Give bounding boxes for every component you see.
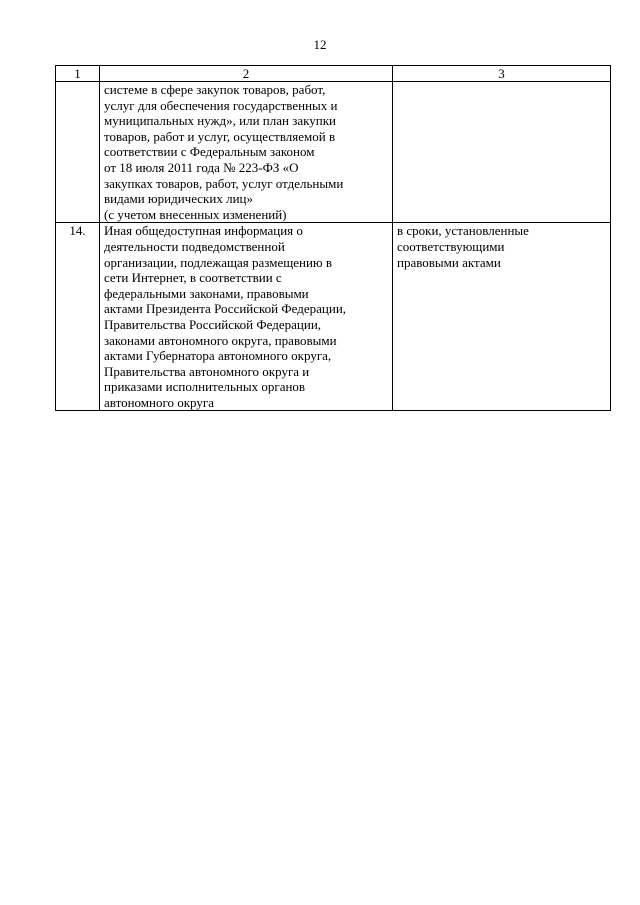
description-line: автономного округа [104, 394, 214, 410]
row-number [56, 82, 100, 223]
description-line: законами автономного округа, правовыми [104, 332, 337, 348]
term-line: правовыми актами [397, 254, 501, 270]
description-line: товаров, работ и услуг, осуществляемой в [104, 128, 336, 144]
description-line: Иная общедоступная информация о [104, 223, 303, 239]
column-header-2: 2 [100, 66, 393, 82]
description-line: муниципальных нужд», или план закупки [104, 113, 336, 129]
row-term [393, 82, 611, 223]
description-line: федеральными законами, правовыми [104, 285, 309, 301]
row-number: 14. [56, 223, 100, 411]
document-table [55, 65, 611, 411]
description-line: актами Губернатора автономного округа, [104, 348, 332, 364]
table-row [56, 82, 611, 223]
description-line: закупках товаров, работ, услуг отдельными [104, 175, 344, 191]
row-description [100, 223, 393, 411]
description-line: услуг для обеспечения государственных и [104, 97, 338, 113]
table-header-row [56, 66, 611, 82]
description-line: системе в сфере закупок товаров, работ, [104, 82, 326, 97]
term-line: соответствующими [397, 238, 505, 254]
term-line: в сроки, установленные [397, 223, 529, 239]
column-header-1: 1 [56, 66, 100, 82]
description-line: актами Президента Российской Федерации, [104, 301, 347, 317]
description-line: приказами исполнительных органов [104, 379, 306, 395]
column-header-3: 3 [393, 66, 611, 82]
description-line: видами юридических лиц» [104, 191, 253, 207]
table-row [56, 223, 611, 411]
table-body [56, 82, 611, 411]
description-line: (с учетом внесенных изменений) [104, 206, 287, 222]
row-description [100, 82, 393, 223]
description-line: сети Интернет, в соответствии с [104, 270, 282, 286]
description-line: деятельности подведомственной [104, 238, 285, 254]
description-line: Правительства Российской Федерации, [104, 316, 322, 332]
description-line: Правительства автономного округа и [104, 363, 310, 379]
row-term [393, 223, 611, 411]
description-line: соответствии с Федеральным законом [104, 144, 315, 160]
page-number: 12 [313, 37, 327, 52]
description-line: от 18 июля 2011 года № 223-ФЗ «О [104, 159, 299, 175]
description-line: организации, подлежащая размещению в [104, 254, 333, 270]
